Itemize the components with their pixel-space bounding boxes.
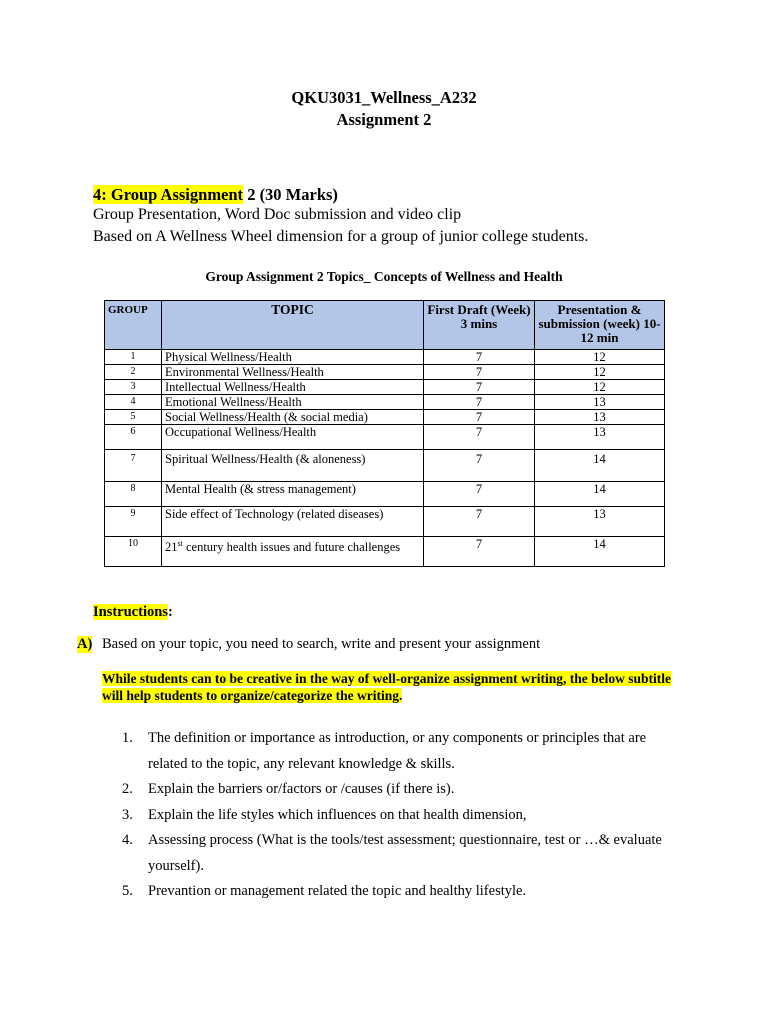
writing-guidance-text: While students can to be creative in the way of well-organize assignment writing, the below subtitle will help students to organize/categorize the writing. <box>102 671 671 703</box>
topic-name: Side effect of Technology (related diseases) <box>162 507 424 537</box>
section-a-text: Based on your topic, you need to search, write and present your assignment <box>102 636 541 652</box>
group-number: 8 <box>105 482 162 507</box>
subtitle-list <box>104 726 674 905</box>
table-row <box>105 537 665 567</box>
list-item <box>104 803 674 829</box>
group-number: 1 <box>105 350 162 365</box>
table-row <box>105 380 665 395</box>
list-text: Prevantion or management related the topic and healthy lifestyle. <box>148 883 527 899</box>
topic-name <box>162 537 424 567</box>
document-subtitle: Assignment 2 <box>336 110 432 129</box>
assignment-description-1: Group Presentation, Word Doc submission and video clip <box>93 206 462 223</box>
topic-ordinal-suffix: st <box>177 539 183 548</box>
header-first-draft: First Draft (Week) 3 mins <box>424 301 535 350</box>
instructions-heading-text: Instructions <box>93 604 168 620</box>
presentation-week: 14 <box>535 450 665 482</box>
list-text: Explain the barriers or/factors or /causes (if there is). <box>148 781 455 797</box>
presentation-week: 14 <box>535 537 665 567</box>
first-draft-week: 7 <box>424 482 535 507</box>
first-draft-week: 7 <box>424 410 535 425</box>
first-draft-week: 7 <box>424 365 535 380</box>
list-item <box>104 828 674 879</box>
topic-name: Intellectual Wellness/Health <box>162 380 424 395</box>
table-row <box>105 450 665 482</box>
presentation-week: 12 <box>535 380 665 395</box>
list-text: Assessing process (What is the tools/test assessment; questionnaire, test or …& evaluate yourself). <box>148 832 662 874</box>
group-number: 7 <box>105 450 162 482</box>
list-item <box>104 726 674 777</box>
topics-table <box>104 300 665 567</box>
list-number: 2. <box>122 781 133 797</box>
group-number: 10 <box>105 537 162 567</box>
table-row <box>105 410 665 425</box>
list-text: The definition or importance as introduction, or any components or principles that are related to the topic, any relevant knowledge & skills. <box>148 730 647 772</box>
header-presentation: Presentation & submission (week) 10-12 min <box>535 301 665 350</box>
list-number: 4. <box>122 832 133 848</box>
group-number: 6 <box>105 425 162 450</box>
topic-name: Emotional Wellness/Health <box>162 395 424 410</box>
header-group: GROUP <box>105 301 162 350</box>
topic-century-text: century health issues and future challenges <box>182 540 401 555</box>
topic-name: Mental Health (& stress management) <box>162 482 424 507</box>
topic-name: Occupational Wellness/Health <box>162 425 424 450</box>
instructions-heading-colon: : <box>167 604 173 620</box>
table-caption: Group Assignment 2 Topics_ Concepts of Wellness and Health <box>205 269 563 284</box>
presentation-week: 12 <box>535 350 665 365</box>
first-draft-week: 7 <box>424 395 535 410</box>
assignment-heading <box>93 185 338 205</box>
topic-name: Environmental Wellness/Health <box>162 365 424 380</box>
table-header-row <box>105 301 665 350</box>
table-row <box>105 425 665 450</box>
presentation-week: 13 <box>535 425 665 450</box>
presentation-week: 12 <box>535 365 665 380</box>
list-text: Explain the life styles which influences on that health dimension, <box>148 806 527 823</box>
first-draft-week: 7 <box>424 450 535 482</box>
first-draft-week: 7 <box>424 537 535 567</box>
topic-name: Physical Wellness/Health <box>162 350 424 365</box>
document-title: QKU3031_Wellness_A232 <box>291 88 477 107</box>
first-draft-week: 7 <box>424 380 535 395</box>
first-draft-week: 7 <box>424 350 535 365</box>
list-number: 3. <box>122 806 133 823</box>
presentation-week: 13 <box>535 507 665 537</box>
table-row <box>105 365 665 380</box>
writing-guidance-note <box>102 670 672 704</box>
table-row <box>105 482 665 507</box>
table-row <box>105 395 665 410</box>
presentation-week: 13 <box>535 410 665 425</box>
presentation-week: 13 <box>535 395 665 410</box>
presentation-week: 14 <box>535 482 665 507</box>
first-draft-week: 7 <box>424 425 535 450</box>
topic-name: Social Wellness/Health (& social media) <box>162 410 424 425</box>
list-number: 1. <box>122 730 133 746</box>
topic-name: Spiritual Wellness/Health (& aloneness) <box>162 450 424 482</box>
list-item <box>104 879 674 905</box>
table-row <box>105 350 665 365</box>
assignment-heading-highlight: 4: Group Assignment <box>93 185 244 204</box>
group-number: 4 <box>105 395 162 410</box>
list-item <box>104 777 674 803</box>
group-number: 2 <box>105 365 162 380</box>
group-number: 3 <box>105 380 162 395</box>
assignment-description-2: Based on A Wellness Wheel dimension for a group of junior college students. <box>93 228 589 245</box>
table-row <box>105 507 665 537</box>
instructions-heading <box>93 604 173 621</box>
assignment-heading-marks: 2 (30 Marks) <box>243 185 338 204</box>
group-number: 5 <box>105 410 162 425</box>
section-a-label: A) <box>77 636 93 652</box>
header-topic: TOPIC <box>162 301 424 350</box>
first-draft-week: 7 <box>424 507 535 537</box>
topic-century-number: 21 <box>165 540 178 555</box>
list-number: 5. <box>122 883 133 899</box>
group-number: 9 <box>105 507 162 537</box>
